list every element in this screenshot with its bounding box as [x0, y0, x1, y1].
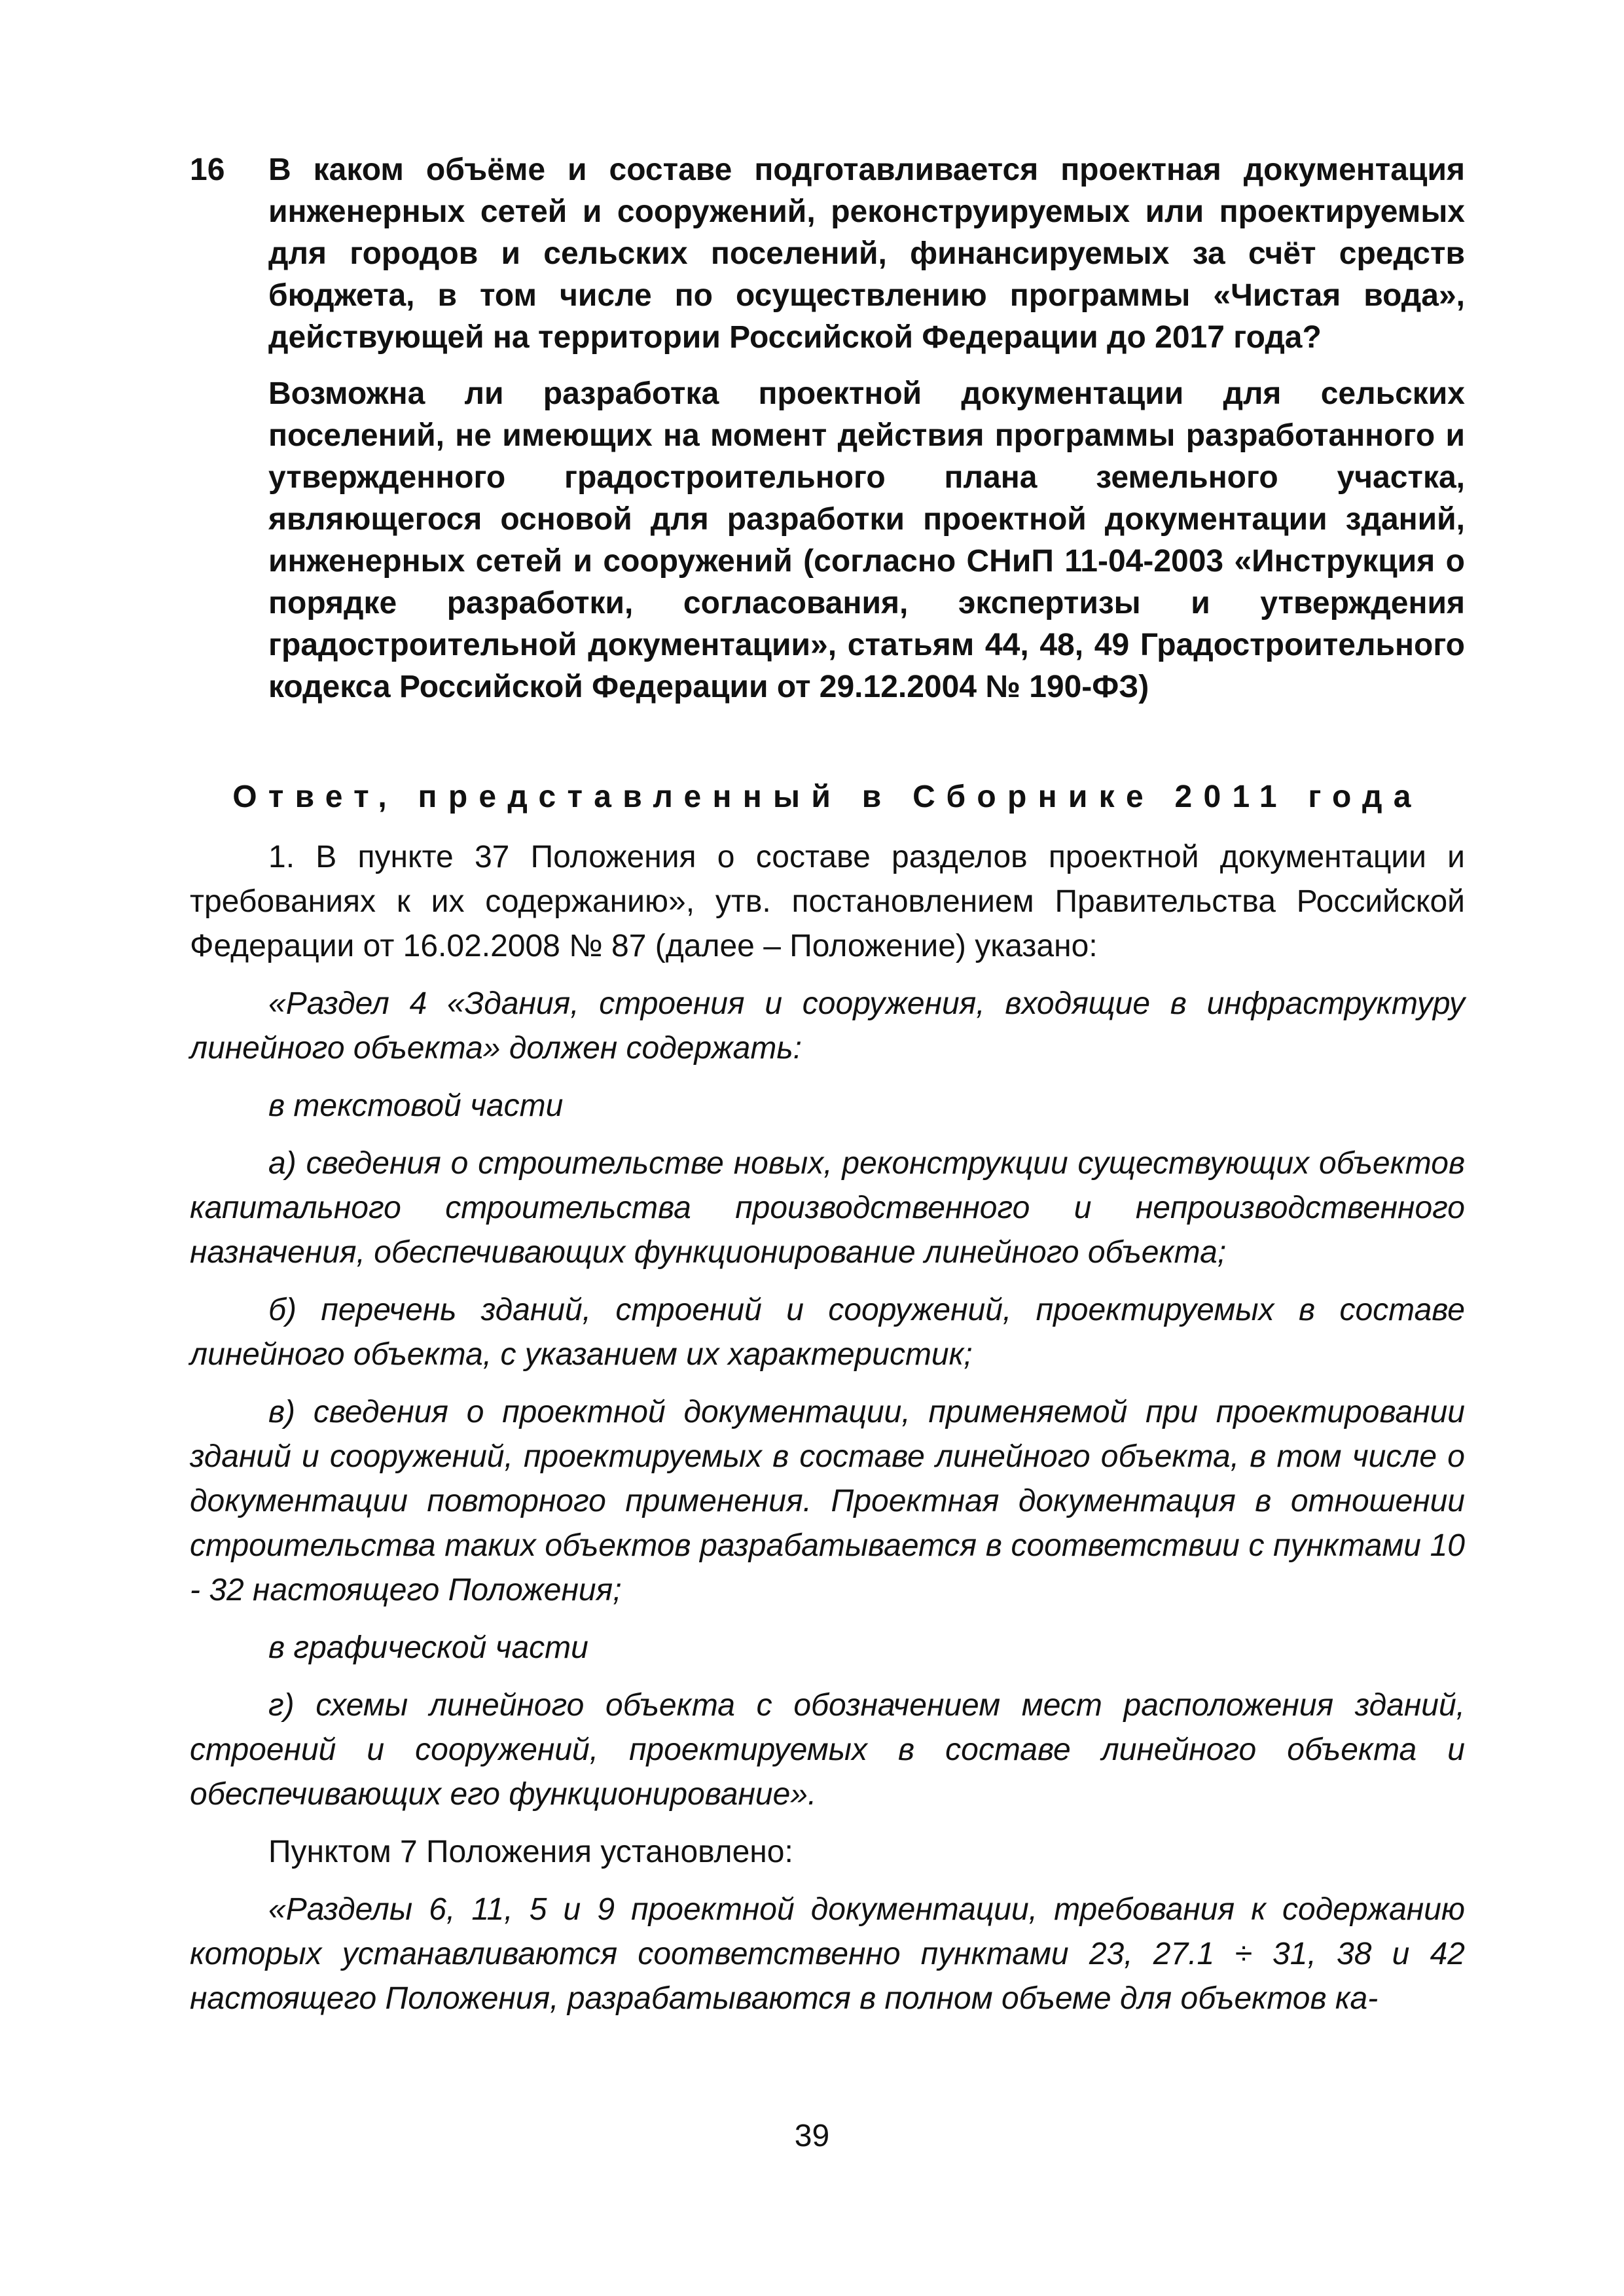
question-block [190, 149, 1465, 723]
answer-quote-paragraph: б) перечень зданий, строений и сооружений, проектируемых в составе линейного объекта, с указанием их характеристик; [190, 1293, 1465, 1372]
answer-paragraph: 1. В пункте 37 Положения о составе разделов проектной документации и требованиях к их содержанию», утв. постановлением Правительства Российской Федерации от 16.02.2008 № 87 (далее – Положение) указано: [190, 840, 1465, 963]
answer-quote-paragraph: «Раздел 4 «Здания, строения и сооружения, входящие в инфраструктуру линейного объекта» должен содержать: [190, 986, 1465, 1066]
question-paragraph: В каком объёме и составе подготавливается проектная документация инженерных сетей и сооружений, реконструируемых или проектируемых для городов и сельских поселений, финансируемых за счёт средств бюджета, в том числе по осуществлению программы «Чистая вода», действующей на территории Российской Федерации до 2017 года? [268, 152, 1465, 355]
answer-quote-paragraph: в графической части [268, 1630, 588, 1665]
question-paragraph: Возможна ли разработка проектной документации для сельских поселений, не имеющих на момент действия программы разработанного и утвержденного градостроительного плана земельного участка, являющегося основой для разработки проектной документации зданий, инженерных сетей и сооружений (согласно СНиП 11-04-2003 «Инструкция о порядке разработки, согласования, экспертизы и утверждения градостроительной документации», статьям 44, 48, 49 Градостроительного кодекса Российской Федерации от 29.12.2004 № 190-ФЗ) [268, 376, 1465, 704]
page-number: 39 [794, 2119, 830, 2153]
answer-body [190, 835, 1465, 2034]
answer-heading: Ответ, представленный в Сборнике 2011 года [232, 780, 1422, 814]
answer-quote-paragraph: «Разделы 6, 11, 5 и 9 проектной документации, требования к содержанию которых устанавливаются соответственно пунктами 23, 27.1 ÷ 31, 38 и 42 настоящего Положения, разрабатываются в полном объеме для объектов ка- [190, 1892, 1465, 2016]
question-number: 16 [190, 152, 225, 187]
answer-paragraph: Пунктом 7 Положения установлено: [268, 1835, 793, 1869]
answer-quote-paragraph: в) сведения о проектной документации, применяемой при проектировании зданий и сооружений, проектируемых в составе линейного объекта, в том числе о документации повторного применения. Проектная документация в отношении строительства таких объектов разрабатывается в соответствии с пунктами 10 - 32 настоящего Положения; [190, 1395, 1465, 1607]
answer-quote-paragraph: г) схемы линейного объекта с обозначением мест расположения зданий, строений и сооружений, проектируемых в составе линейного объекта и обеспечивающих его функционирование». [190, 1688, 1465, 1812]
answer-quote-paragraph: в текстовой части [268, 1088, 564, 1123]
answer-quote-paragraph: а) сведения о строительстве новых, реконструкции существующих объектов капитального строительства производственного и непроизводственного назначения, обеспечивающих функционирование линейного объекта; [190, 1146, 1465, 1270]
